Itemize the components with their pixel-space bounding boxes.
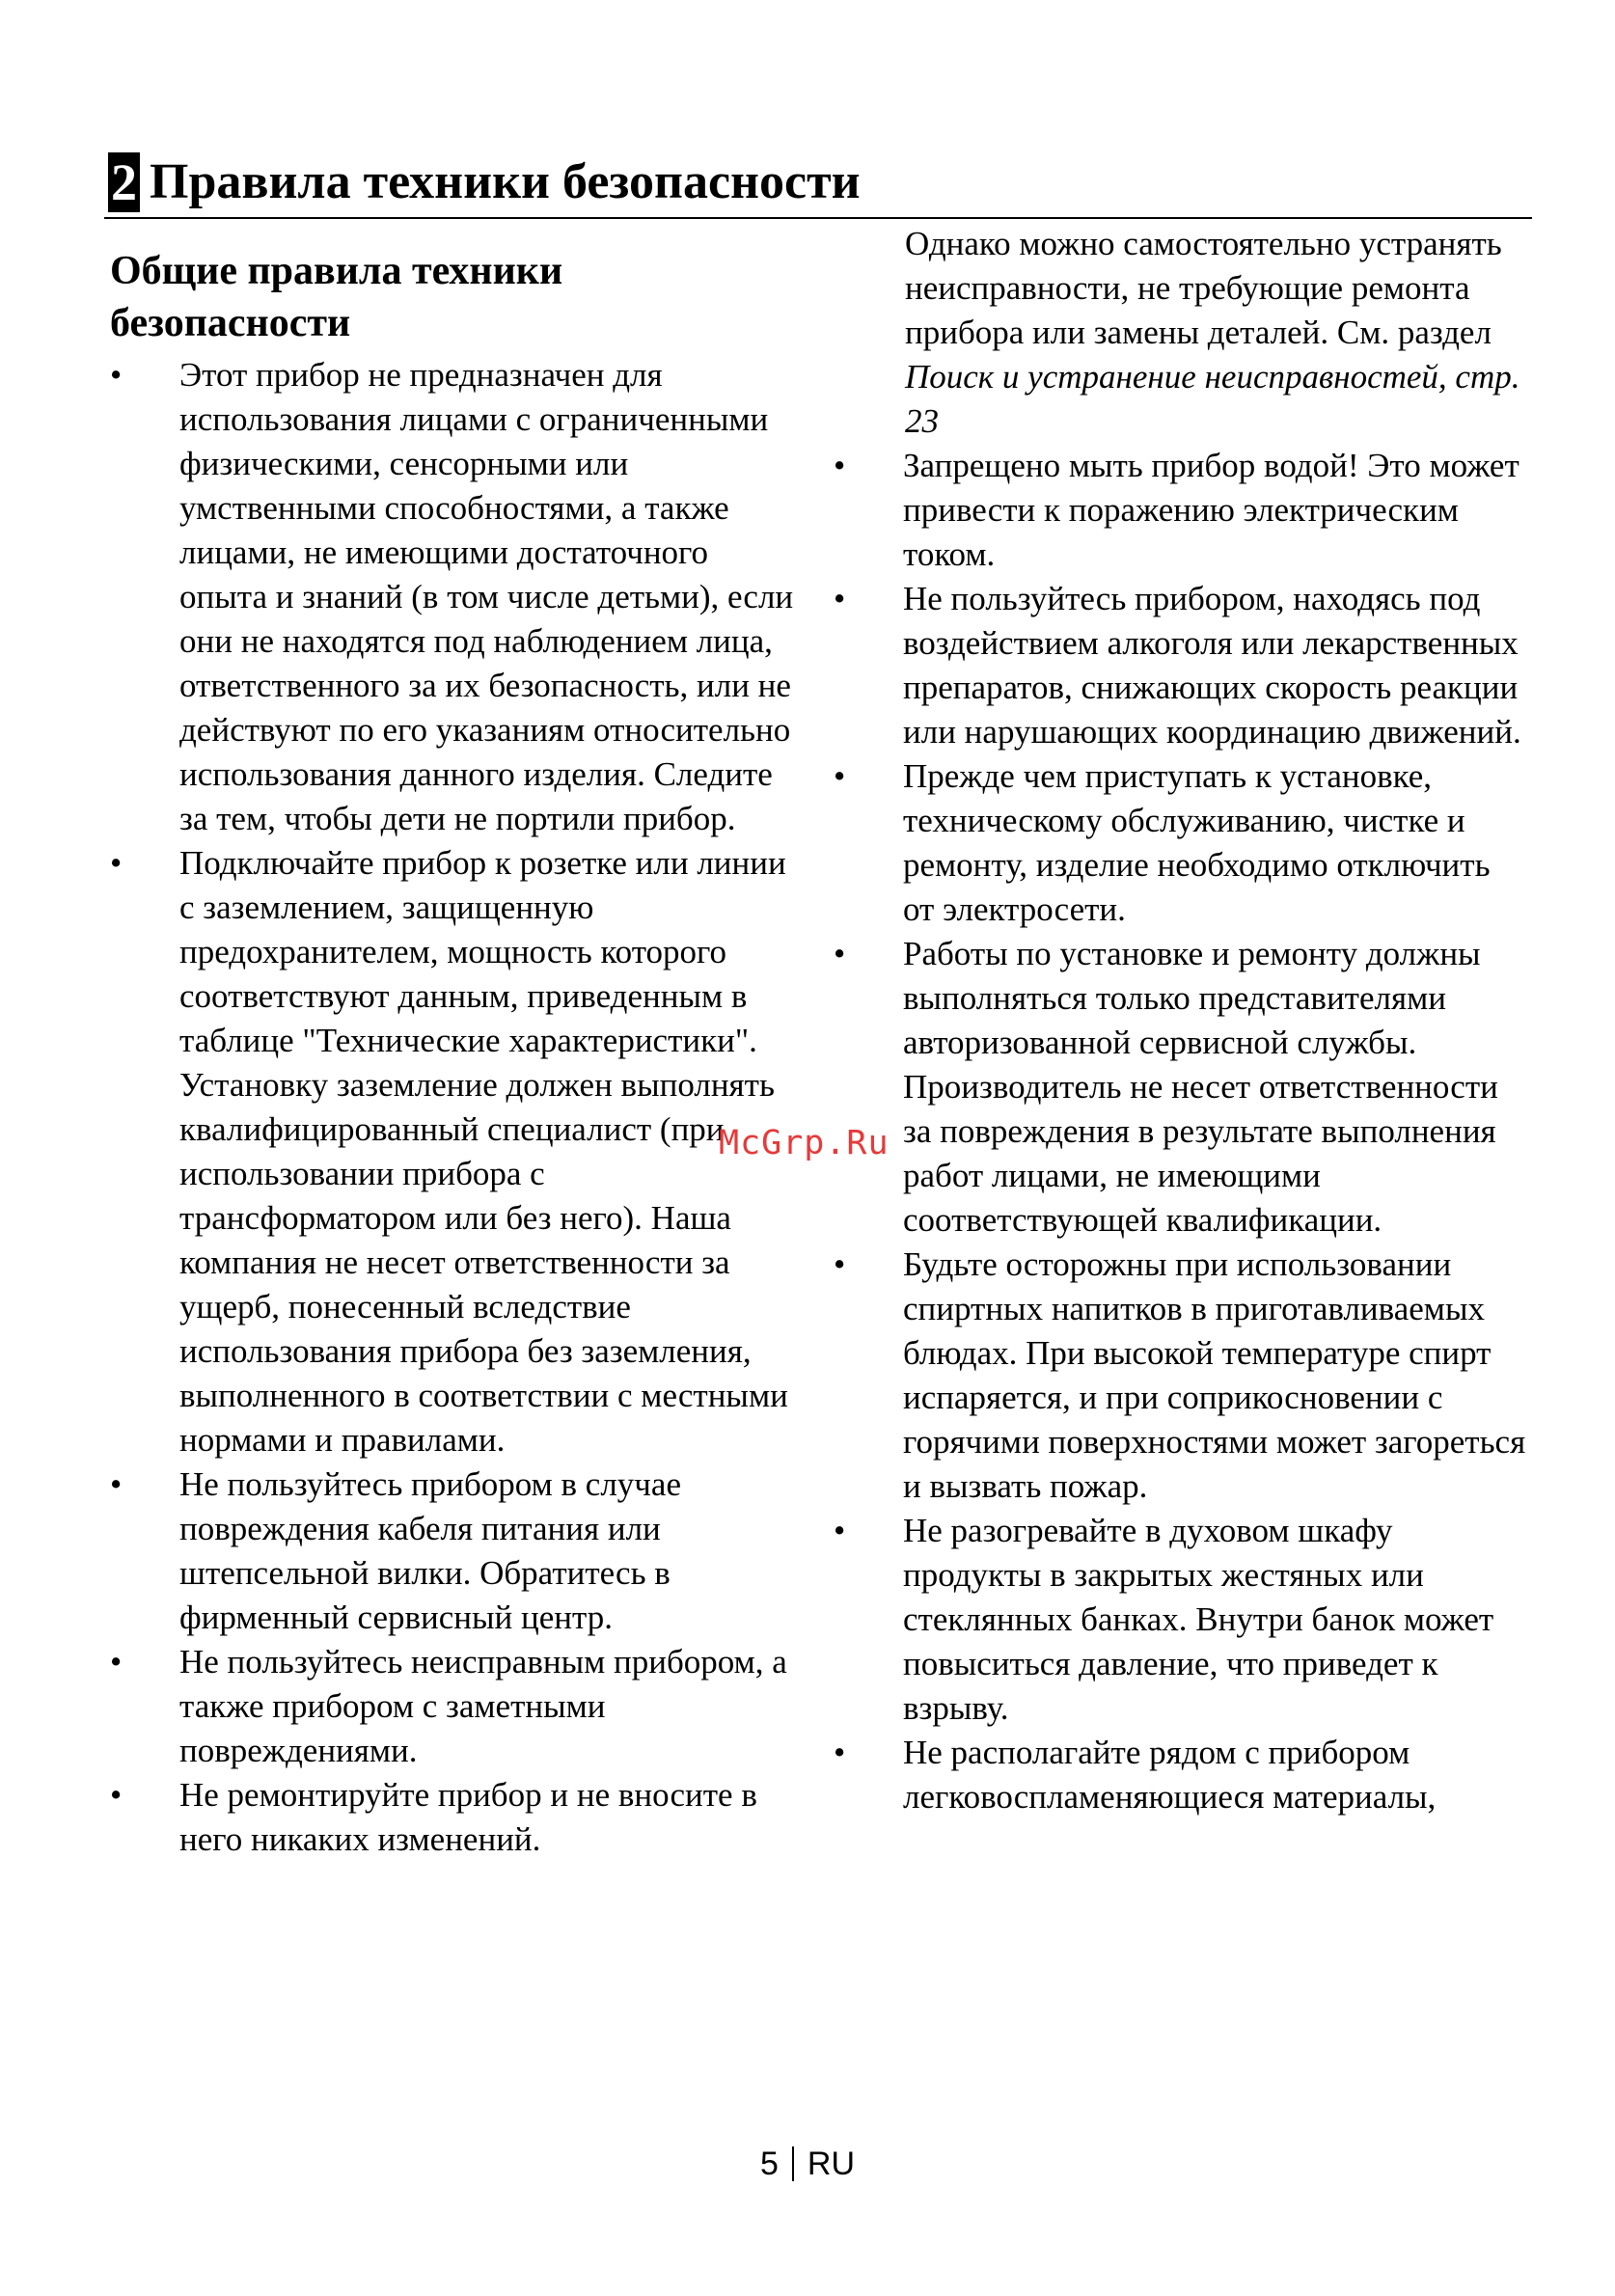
bullet-marker: • [834,935,846,972]
bullet-marker: • [110,1776,123,1814]
bullet-marker: • [834,580,846,617]
list-item [832,1509,1526,1731]
list-item [832,1243,1526,1509]
list-item-text: Не пользуйтесь неисправным прибором, а также прибором с заметными повреждениями. [179,1643,787,1769]
list-item-text: Работы по установке и ремонту должны выполняться только представителями авторизованной сервисной службы. Производитель не несет ответственности за повреждения в результате выполнения работ лицами, не имеющими соответствующей квалификации. [903,935,1498,1239]
cross-reference: Поиск и устранение неисправностей, стр. 23 [905,358,1520,440]
bullet-marker: • [834,1512,846,1549]
list-item [832,932,1526,1243]
list-item [108,353,803,841]
page-number: 5 [759,2146,779,2182]
bullet-marker: • [834,1245,846,1283]
list-item-text: Будьте осторожны при использовании спиртных напитков в приготавливаемых блюдах. При высокой температуре спирт испаряется, и при соприкосновении с горячими поверхностями может загореться и вызвать пожар. [903,1245,1526,1505]
bullet-marker: • [834,1734,846,1771]
list-item-text: Не ремонтируйте прибор и не вносите в него никаких изменений. [179,1776,757,1858]
footer-separator [792,2146,794,2181]
list-item [108,1462,803,1640]
list-item-text: Прежде чем приступать к установке, техническому обслуживанию, чистке и ремонту, изделие необходимо отключить от электросети. [903,757,1491,928]
list-item-text: Не разогревайте в духовом шкафу продукты в закрытых жестяных или стеклянных банках. Внутри банок может повыситься давление, что приведет к взрыву. [903,1512,1494,1727]
left-bullet-list [108,353,803,1862]
right-column [832,222,1526,1819]
list-item [108,1640,803,1773]
list-item-text: Запрещено мыть прибор водой! Это может привести к поражению электрическим током. [903,447,1519,573]
chapter-number: 2 [108,152,140,212]
section-title-line-2: безопасности [110,301,351,345]
bullet-marker: • [110,1465,123,1503]
list-item [108,1773,803,1862]
list-item-text: Не пользуйтесь прибором в случае повреждения кабеля питания или штепсельной вилки. Обратитесь в фирменный сервисный центр. [179,1465,681,1636]
bullet-marker: • [834,757,846,795]
list-item-text: Не располагайте рядом с прибором легковоспламеняющиеся материалы, [903,1734,1437,1816]
left-column [108,245,803,1862]
page-footer [0,2146,1615,2183]
section-title [110,245,803,349]
continued-paragraph [832,222,1526,444]
chapter-title: Правила техники безопасности [150,154,861,209]
watermark: McGrp.Ru [719,1124,890,1162]
list-item-text: Не пользуйтесь прибором, находясь под воздействием алкоголя или лекарственных препаратов, снижающих скорость реакции или нарушающих координацию движений. [903,580,1521,751]
list-item [832,444,1526,577]
list-item [832,577,1526,754]
chapter-header [108,145,1526,220]
bullet-marker: • [834,447,846,484]
list-item [108,841,803,1462]
right-bullet-list [832,444,1526,1819]
list-item-text: Подключайте прибор к розетке или линии с заземлением, защищенную предохранителем, мощность которого соответствуют данным, приведенным в таблице "Технические характеристики". Установку заземление должен выполнять квалифицированный специалист (при использовании прибора с трансформатором или без него). Наша компания не несет ответственности за ущерб, понесенный вследствие использования прибора без заземления, выполненного в соответствии с местными нормами и правилами. [179,844,788,1459]
language-code: RU [807,2146,856,2182]
continued-text: Однако можно самостоятельно устранять неисправности, не требующие ремонта прибора или замены деталей. См. раздел [905,225,1502,351]
header-divider [104,217,1532,219]
list-item [832,754,1526,932]
bullet-marker: • [110,1643,123,1681]
bullet-marker: • [110,844,123,882]
list-item [832,1731,1526,1819]
bullet-marker: • [110,356,123,394]
list-item-text: Этот прибор не предназначен для использования лицами с ограниченными физическими, сенсорными или умственными способностями, а также лицами, не имеющими достаточного опыта и знаний (в том числе детьми), если они не находятся под наблюдением лица, ответственного за их безопасность, или не действуют по его указаниям относительно использования данного изделия. Следите за тем, чтобы дети не портили прибор. [179,356,794,837]
section-title-line-1: Общие правила техники [110,249,563,293]
